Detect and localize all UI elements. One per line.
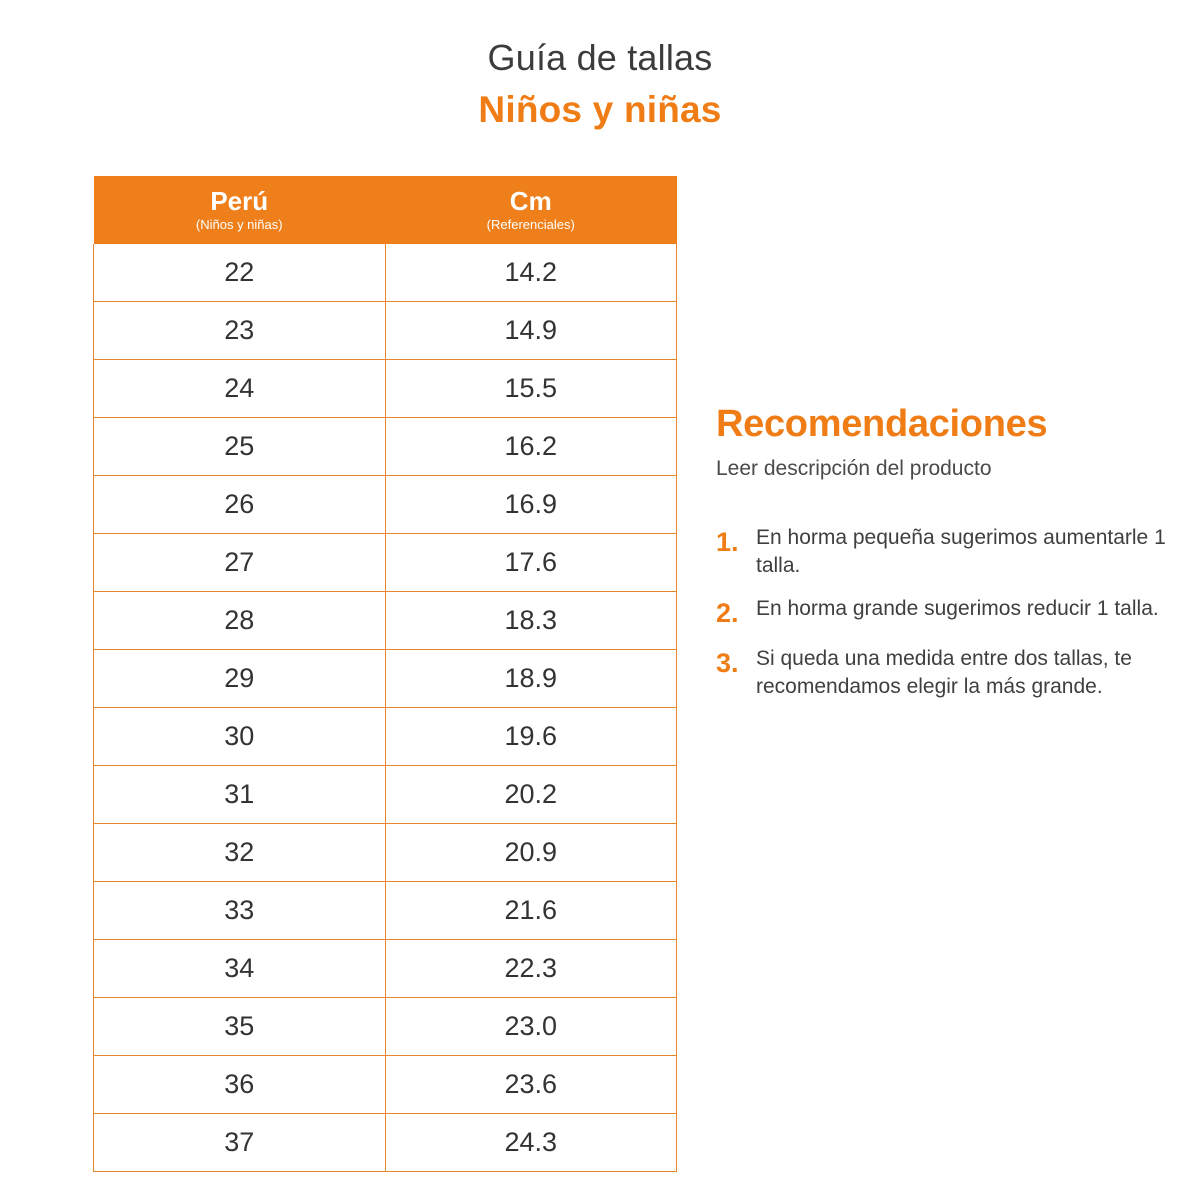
recommendations-title: Recomendaciones bbox=[716, 403, 1048, 445]
cell-cm: 15.5 bbox=[385, 360, 677, 418]
table-row bbox=[94, 1056, 677, 1114]
list-item bbox=[716, 595, 1166, 631]
cell-cm: 23.0 bbox=[385, 998, 677, 1056]
size-table-container bbox=[93, 176, 677, 1172]
table-row bbox=[94, 940, 677, 998]
table-row bbox=[94, 882, 677, 940]
cell-cm: 19.6 bbox=[385, 708, 677, 766]
table-row bbox=[94, 476, 677, 534]
cell-peru: 28 bbox=[94, 592, 386, 650]
cell-cm: 18.9 bbox=[385, 650, 677, 708]
table-row bbox=[94, 418, 677, 476]
cell-peru: 31 bbox=[94, 766, 386, 824]
cell-cm: 20.9 bbox=[385, 824, 677, 882]
table-row bbox=[94, 650, 677, 708]
table-row bbox=[94, 592, 677, 650]
list-item-text: En horma grande sugerimos reducir 1 talla. bbox=[756, 596, 1159, 620]
cell-peru: 22 bbox=[94, 244, 386, 302]
cell-cm: 20.2 bbox=[385, 766, 677, 824]
list-item-number: 2. bbox=[716, 597, 739, 628]
cell-cm: 24.3 bbox=[385, 1114, 677, 1172]
table-row bbox=[94, 998, 677, 1056]
column-header-peru-label: Perú bbox=[210, 185, 269, 216]
cell-peru: 24 bbox=[94, 360, 386, 418]
cell-peru: 34 bbox=[94, 940, 386, 998]
list-item-text: En horma pequeña sugerimos aumentarle 1 talla. bbox=[756, 525, 1166, 578]
column-header-cm-sublabel: (Referenciales) bbox=[486, 217, 575, 232]
cell-cm: 21.6 bbox=[385, 882, 677, 940]
list-item bbox=[716, 524, 1166, 581]
cell-peru: 23 bbox=[94, 302, 386, 360]
column-header-peru bbox=[94, 176, 386, 244]
table-row bbox=[94, 766, 677, 824]
table-row bbox=[94, 302, 677, 360]
cell-peru: 29 bbox=[94, 650, 386, 708]
table-row bbox=[94, 824, 677, 882]
list-item-number: 1. bbox=[716, 526, 739, 557]
cell-cm: 18.3 bbox=[385, 592, 677, 650]
list-item bbox=[716, 645, 1166, 702]
table-row bbox=[94, 360, 677, 418]
page-subtitle: Niños y niñas bbox=[478, 88, 722, 130]
cell-peru: 36 bbox=[94, 1056, 386, 1114]
recommendations-subtitle: Leer descripción del producto bbox=[716, 456, 992, 480]
cell-cm: 17.6 bbox=[385, 534, 677, 592]
list-item-text: Si queda una medida entre dos tallas, te recomendamos elegir la más grande. bbox=[756, 647, 1132, 699]
cell-peru: 37 bbox=[94, 1114, 386, 1172]
column-header-cm-label: Cm bbox=[509, 185, 552, 216]
page-header bbox=[0, 38, 1200, 130]
cell-peru: 32 bbox=[94, 824, 386, 882]
page-title: Guía de tallas bbox=[487, 37, 713, 78]
cell-peru: 26 bbox=[94, 476, 386, 534]
column-header-peru-sublabel: (Niños y niñas) bbox=[195, 217, 283, 232]
table-row bbox=[94, 1114, 677, 1172]
size-table-body bbox=[94, 244, 677, 1172]
size-table bbox=[93, 176, 677, 1172]
cell-peru: 35 bbox=[94, 998, 386, 1056]
table-row bbox=[94, 708, 677, 766]
cell-peru: 27 bbox=[94, 534, 386, 592]
table-header-row bbox=[94, 176, 677, 244]
cell-cm: 16.9 bbox=[385, 476, 677, 534]
column-header-cm bbox=[385, 176, 677, 244]
cell-cm: 22.3 bbox=[385, 940, 677, 998]
cell-peru: 33 bbox=[94, 882, 386, 940]
cell-peru: 25 bbox=[94, 418, 386, 476]
cell-cm: 14.2 bbox=[385, 244, 677, 302]
table-row bbox=[94, 244, 677, 302]
cell-cm: 16.2 bbox=[385, 418, 677, 476]
cell-peru: 30 bbox=[94, 708, 386, 766]
list-item-number: 3. bbox=[716, 648, 739, 679]
size-table-head bbox=[94, 176, 677, 244]
cell-cm: 14.9 bbox=[385, 302, 677, 360]
recommendations-panel bbox=[716, 405, 1166, 716]
table-row bbox=[94, 534, 677, 592]
recommendations-list bbox=[716, 524, 1166, 702]
cell-cm: 23.6 bbox=[385, 1056, 677, 1114]
